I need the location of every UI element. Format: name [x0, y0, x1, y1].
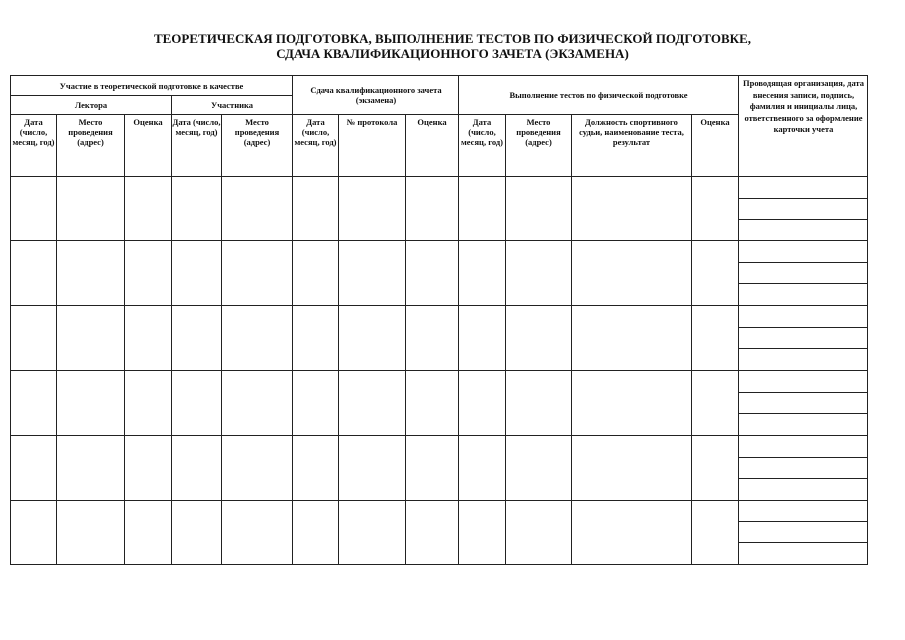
col-header-exam-date: Дата (число, месяц, год)	[294, 117, 337, 147]
col-header-lecturer-date: Дата (число, месяц, год)	[12, 117, 55, 147]
page-title-line-2: СДАЧА КВАЛИФИКАЦИОННОГО ЗАЧЕТА (ЭКЗАМЕНА)	[276, 46, 629, 61]
col-header-exam-protocol: № протокола	[346, 117, 398, 127]
col-header-lecturer-grade: Оценка	[133, 117, 163, 127]
col-header-tests-grade: Оценка	[700, 117, 730, 127]
col-header-participant-date: Дата (число, месяц, год)	[172, 117, 221, 137]
header-exam-group: Сдача квалификационного зачета (экзамена)	[310, 85, 442, 105]
page-title-line-1: ТЕОРЕТИЧЕСКАЯ ПОДГОТОВКА, ВЫПОЛНЕНИЕ ТЕСТОВ ПО ФИЗИЧЕСКОЙ ПОДГОТОВКЕ,	[153, 31, 752, 46]
header-tests-group: Выполнение тестов по физической подготовке	[509, 90, 688, 100]
col-header-tests-place: Место проведения (адрес)	[516, 117, 561, 147]
col-header-lecturer-place: Место проведения (адрес)	[68, 117, 113, 147]
header-org: Проводящая организация, дата внесения записи, подпись, фамилия и инициалы лица, ответственного за оформление карточки учета	[742, 78, 864, 134]
col-header-exam-grade: Оценка	[417, 117, 447, 127]
header-theory-group: Участие в теоретической подготовке в качестве	[59, 80, 244, 91]
col-header-participant-place: Место проведения (адрес)	[234, 117, 280, 147]
col-header-tests-referee: Должность спортивного судьи, наименование теста, результат	[579, 117, 684, 147]
header-lecturer: Лектора	[74, 100, 108, 110]
col-header-tests-date: Дата (число, месяц, год)	[461, 117, 503, 147]
header-participant: Участника	[210, 100, 254, 110]
